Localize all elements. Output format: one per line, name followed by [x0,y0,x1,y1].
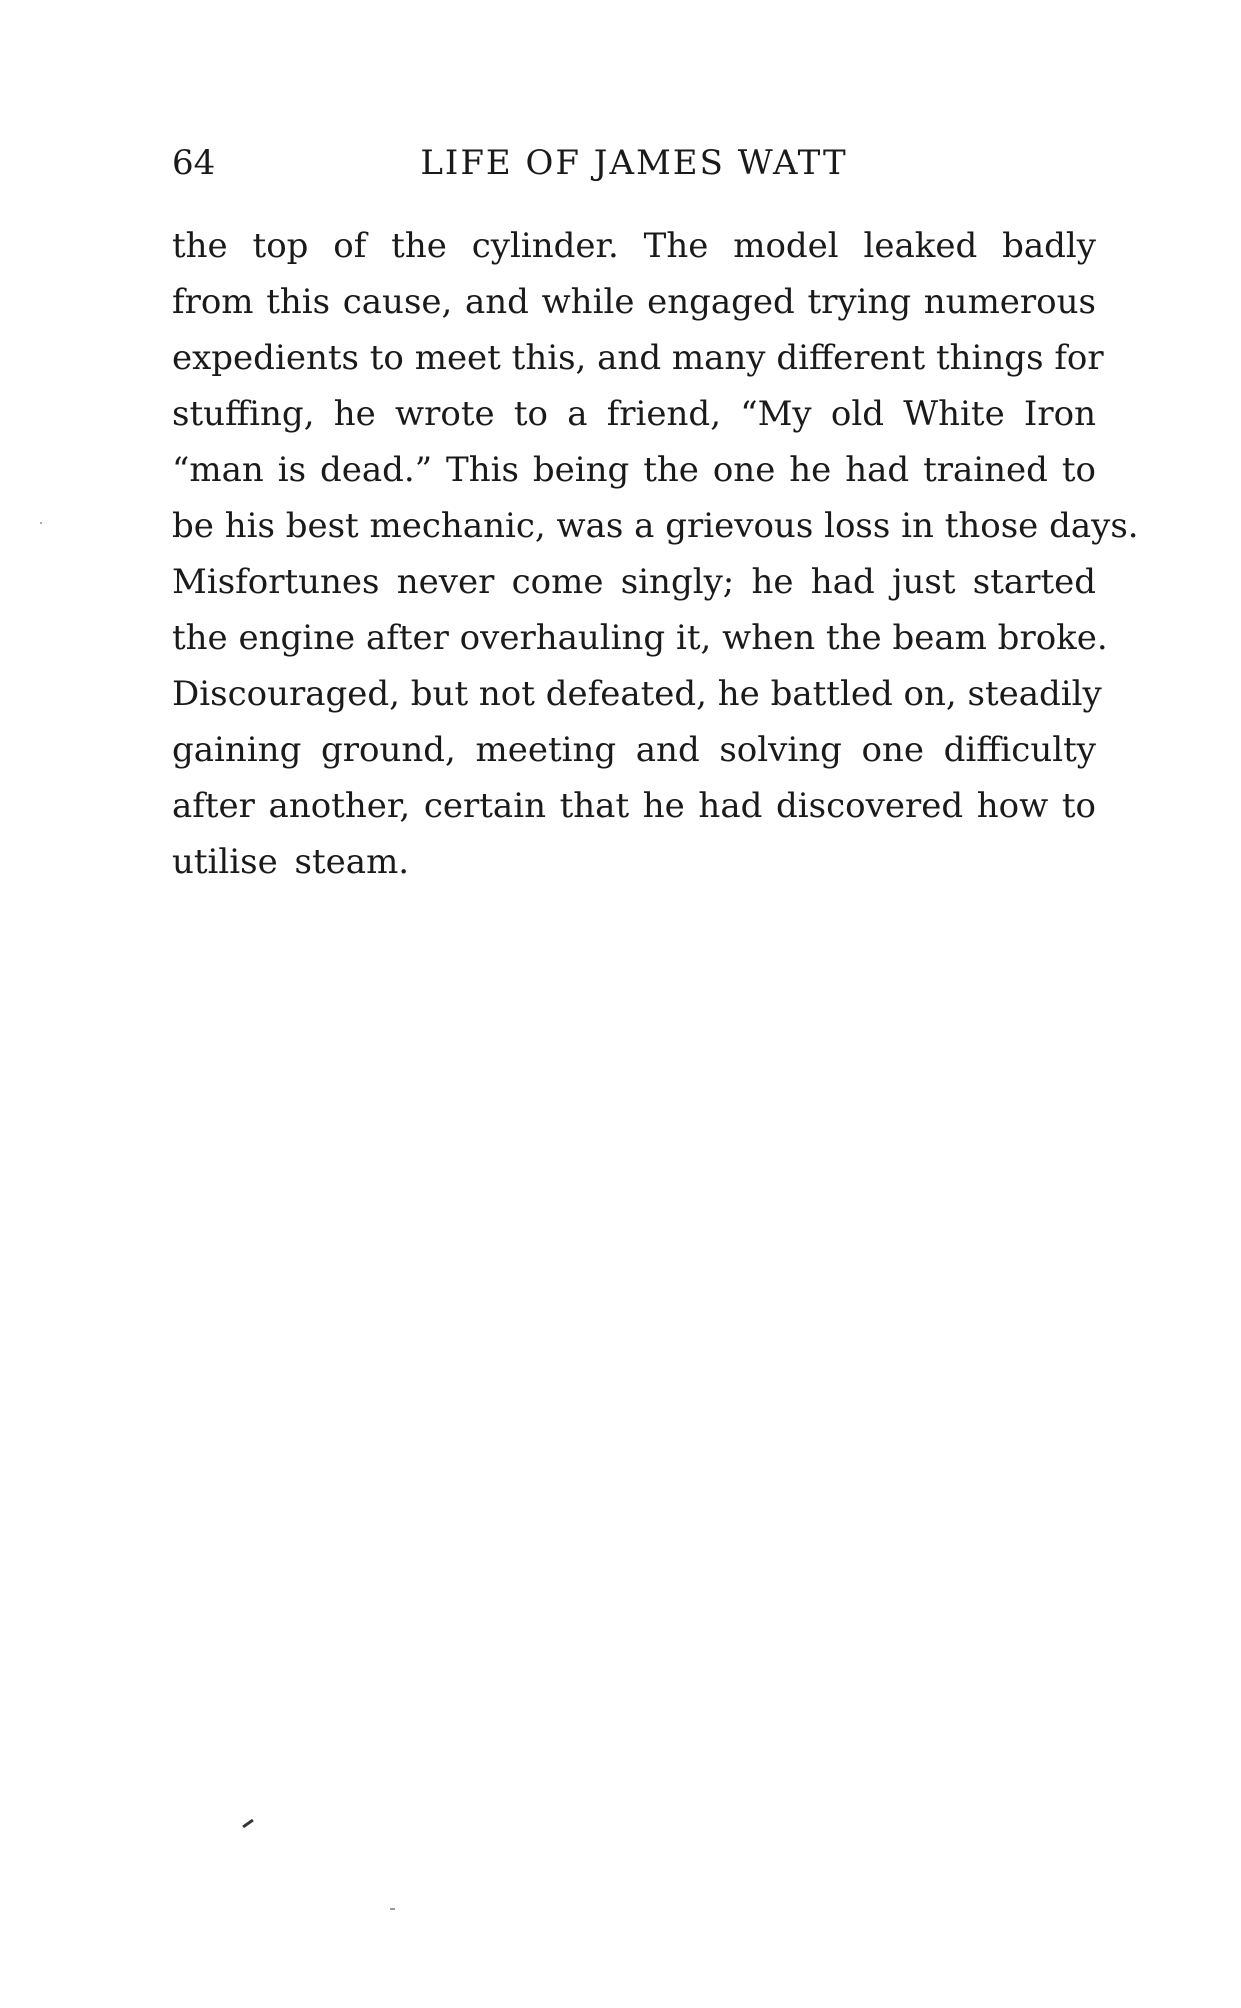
ink-mark [40,522,42,524]
text-line: Misfortunes never come singly; he had just started [172,562,1096,602]
ink-mark [390,1908,395,1910]
page-number: 64 [172,143,216,183]
text-line: the engine after overhauling it, when the beam broke. [172,618,1108,658]
text-line: stuffing, he wrote to a friend, “My old White Iron [172,394,1096,434]
text-line: from this cause, and while engaged trying numerous [172,282,1096,322]
text-line: the top of the cylinder. The model leaked badly [172,226,1096,266]
text-line: expedients to meet this, and many different things for [172,338,1104,378]
text-line: gaining ground, meeting and solving one difficulty [172,730,1096,770]
running-head: LIFE OF JAMES WATT [420,143,848,183]
ink-mark [242,1819,254,1828]
text-line: be his best mechanic, was a grievous loss in those days. [172,506,1139,546]
text-line: after another, certain that he had discovered how to [172,786,1096,826]
text-line: utilise steam. [172,842,410,882]
body-text [172,218,1139,890]
text-line: Discouraged, but not defeated, he battled on, steadily [172,674,1102,714]
text-line: “man is dead.” This being the one he had trained to [172,450,1096,490]
page-header [172,138,1096,188]
